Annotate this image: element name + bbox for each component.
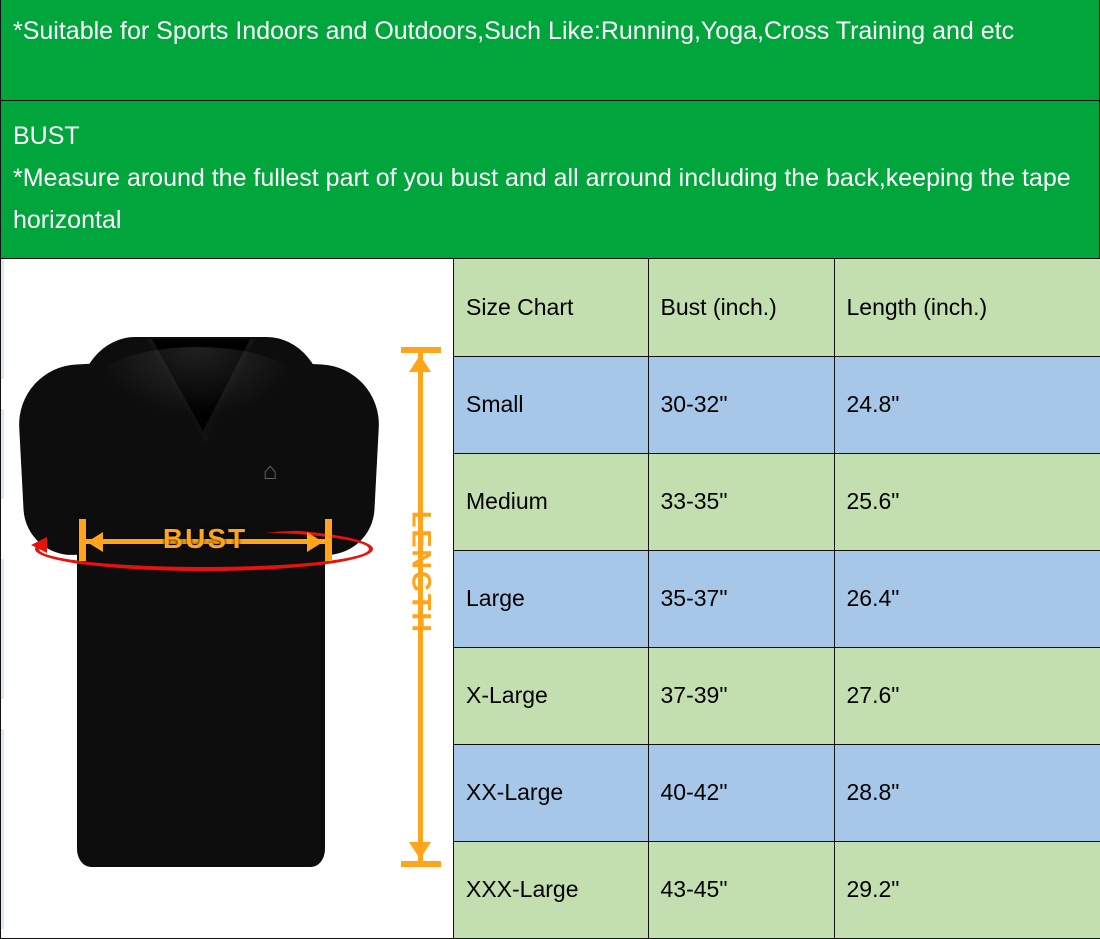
cell-length: 25.6"	[834, 453, 1100, 550]
bust-overlay-label: BUST	[162, 523, 248, 554]
product-image-panel	[1, 259, 454, 938]
bust-measurement-overlay	[25, 519, 373, 565]
cell-bust: 40-42"	[648, 744, 834, 841]
table-row	[454, 453, 1100, 550]
cell-bust: 30-32"	[648, 356, 834, 453]
cell-bust: 33-35"	[648, 453, 834, 550]
bust-tick-left	[79, 519, 86, 561]
scan-artifact-line	[1, 559, 4, 699]
bust-tick-right	[325, 519, 332, 561]
table-row	[454, 841, 1100, 938]
header-length: Length (inch.)	[834, 259, 1100, 356]
table-row	[454, 744, 1100, 841]
cell-size: Small	[454, 356, 648, 453]
scan-artifact-line	[1, 409, 4, 499]
scan-artifact-line	[1, 729, 4, 929]
cell-bust: 35-37"	[648, 550, 834, 647]
cell-length: 29.2"	[834, 841, 1100, 938]
length-overlay-label: LENGTH	[406, 511, 437, 634]
bust-arrow-left-icon	[87, 532, 103, 552]
brand-logo-icon: ⌂	[262, 458, 278, 485]
cell-size: X-Large	[454, 647, 648, 744]
suitability-text: *Suitable for Sports Indoors and Outdoors,Such Like:Running,Yoga,Cross Training and etc	[13, 17, 1015, 45]
bust-instructions-banner	[0, 100, 1100, 258]
bust-arrow-right-icon	[307, 532, 323, 552]
suitability-banner	[0, 0, 1100, 100]
scan-artifact-line	[1, 259, 4, 379]
bust-heading: BUST	[13, 122, 80, 150]
cell-length: 26.4"	[834, 550, 1100, 647]
cell-size: XX-Large	[454, 744, 648, 841]
length-arrow-up-icon	[409, 355, 431, 372]
table-row	[454, 647, 1100, 744]
length-cap-bottom	[401, 861, 441, 867]
cell-bust: 37-39"	[648, 647, 834, 744]
cell-length: 24.8"	[834, 356, 1100, 453]
tape-arrow-icon	[31, 537, 47, 553]
cell-size: Medium	[454, 453, 648, 550]
cell-bust: 43-45"	[648, 841, 834, 938]
lower-content	[0, 258, 1100, 939]
cell-length: 27.6"	[834, 647, 1100, 744]
length-arrow-down-icon	[409, 842, 431, 859]
cell-size: XXX-Large	[454, 841, 648, 938]
table-row	[454, 550, 1100, 647]
cell-length: 28.8"	[834, 744, 1100, 841]
cell-size: Large	[454, 550, 648, 647]
length-measurement-overlay	[401, 347, 441, 867]
header-bust: Bust (inch.)	[648, 259, 834, 356]
table-row	[454, 356, 1100, 453]
size-chart-table	[454, 259, 1100, 938]
header-size: Size Chart	[454, 259, 648, 356]
bust-measure-note: *Measure around the fullest part of you bust and all arround including the back,keeping the tape horizontal	[13, 164, 1071, 234]
tshirt-illustration	[19, 337, 379, 867]
table-header-row	[454, 259, 1100, 356]
